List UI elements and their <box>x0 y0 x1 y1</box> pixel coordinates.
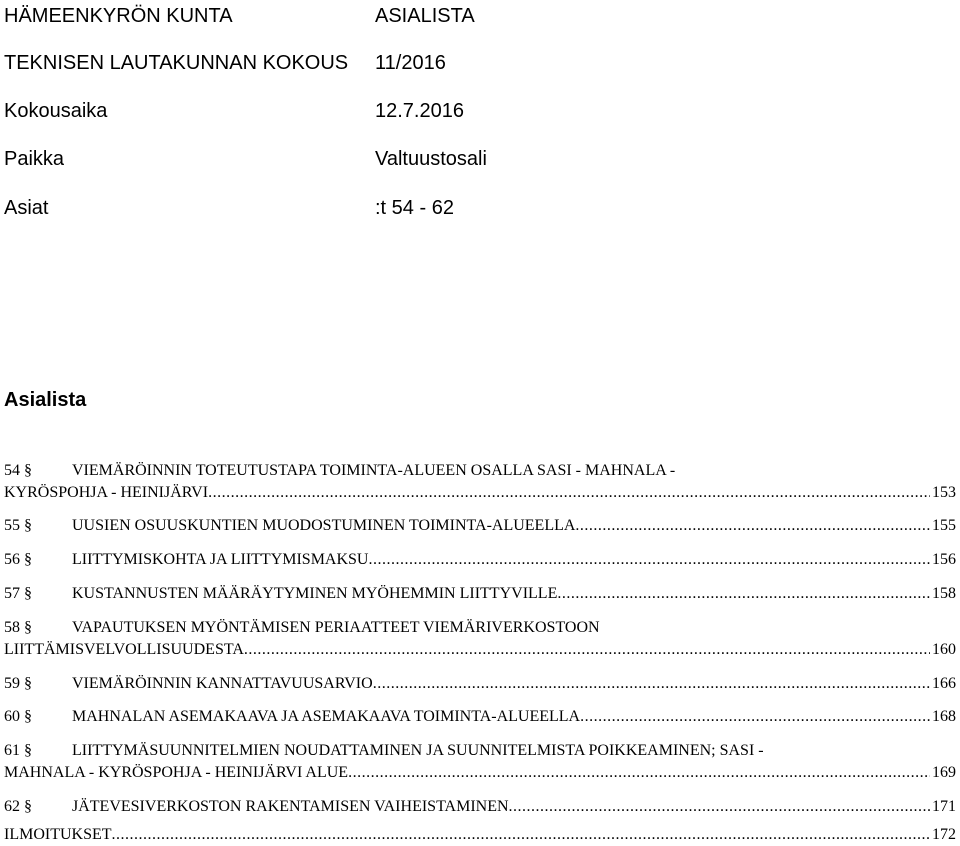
page-number: 169 <box>932 764 956 781</box>
item-number: 62 <box>4 798 20 815</box>
section-icon: § <box>24 585 32 602</box>
item-number: 59 <box>4 675 20 692</box>
item-number: 61 <box>4 742 20 759</box>
meeting-place-label: Paikka <box>4 148 65 170</box>
item-number: 54 <box>4 462 20 479</box>
agenda-item-54-continued[interactable] <box>4 482 956 504</box>
agenda-title: Asialista <box>4 389 87 411</box>
dot-leader <box>580 706 930 728</box>
page-number: 160 <box>932 641 956 658</box>
agenda-item-58-continued[interactable] <box>4 639 956 661</box>
item-number: 60 <box>4 708 20 725</box>
dot-leader <box>509 796 930 818</box>
items-range: :t 54 - 62 <box>375 197 454 219</box>
item-title-continued: MAHNALA - KYRÖSPOHJA - HEINIJÄRVI ALUE <box>4 764 349 781</box>
item-title: MAHNALAN ASEMAKAAVA JA ASEMAKAAVA TOIMINTA-ALUEELLA <box>72 708 581 725</box>
item-title: ILMOITUKSET <box>4 826 112 843</box>
municipality-name: HÄMEENKYRÖN KUNTA <box>4 5 233 27</box>
item-number: 58 <box>4 619 20 636</box>
item-number: 56 <box>4 551 20 568</box>
page-number: 172 <box>932 826 956 843</box>
page-number: 158 <box>932 585 956 602</box>
dot-leader <box>557 583 930 605</box>
dot-leader <box>368 549 930 571</box>
agenda-item-59[interactable] <box>4 673 956 695</box>
page-number: 156 <box>932 551 956 568</box>
item-title: LIITTYMÄSUUNNITELMIEN NOUDATTAMINEN JA SUUNNITELMISTA POIKKEAMINEN; SASI - <box>72 742 764 759</box>
item-title: VAPAUTUKSEN MYÖNTÄMISEN PERIAATTEET VIEMÄRIVERKOSTOON <box>72 619 600 636</box>
item-number: 57 <box>4 585 20 602</box>
section-icon: § <box>24 517 32 534</box>
item-title-continued: LIITTÄMISVELVOLLISUUDESTA <box>4 641 244 658</box>
page-number: 166 <box>932 675 956 692</box>
dot-leader <box>112 824 930 846</box>
dot-leader <box>575 515 930 537</box>
agenda-item-56[interactable] <box>4 549 956 571</box>
page-number: 168 <box>932 708 956 725</box>
items-label: Asiat <box>4 197 49 219</box>
section-icon: § <box>24 462 32 479</box>
item-title: UUSIEN OSUUSKUNTIEN MUODOSTUMINEN TOIMINTA-ALUEELLA <box>72 517 576 534</box>
agenda-item-60[interactable] <box>4 706 956 728</box>
section-icon: § <box>24 742 32 759</box>
dot-leader <box>244 639 930 661</box>
section-icon: § <box>24 619 32 636</box>
agenda-item-61[interactable] <box>4 740 956 762</box>
item-number: 55 <box>4 517 20 534</box>
agenda-item-61-continued[interactable] <box>4 762 956 784</box>
item-title: VIEMÄRÖINNIN KANNATTAVUUSARVIO <box>72 675 373 692</box>
item-title: JÄTEVESIVERKOSTON RAKENTAMISEN VAIHEISTAMINEN <box>72 798 509 815</box>
section-icon: § <box>24 708 32 725</box>
meeting-place-value: Valtuustosali <box>375 148 487 170</box>
dot-leader <box>348 762 930 784</box>
page-number: 153 <box>932 484 956 501</box>
meeting-time-value: 12.7.2016 <box>375 100 464 122</box>
section-icon: § <box>24 551 32 568</box>
item-title: LIITTYMISKOHTA JA LIITTYMISMAKSU <box>72 551 369 568</box>
section-icon: § <box>24 798 32 815</box>
agenda-item-58[interactable] <box>4 617 956 639</box>
agenda-item-notices[interactable] <box>4 824 956 846</box>
meeting-number: 11/2016 <box>375 52 446 74</box>
document-type: ASIALISTA <box>375 5 475 27</box>
agenda-item-57[interactable] <box>4 583 956 605</box>
item-title: VIEMÄRÖINNIN TOTEUTUSTAPA TOIMINTA-ALUEEN OSALLA SASI - MAHNALA - <box>72 462 676 479</box>
item-title-continued: KYRÖSPOHJA - HEINIJÄRVI <box>4 484 209 501</box>
page-number: 155 <box>932 517 956 534</box>
item-title: KUSTANNUSTEN MÄÄRÄYTYMINEN MYÖHEMMIN LIITTYVILLE <box>72 585 558 602</box>
meeting-time-label: Kokousaika <box>4 100 108 122</box>
meeting-name: TEKNISEN LAUTAKUNNAN KOKOUS <box>4 52 349 74</box>
dot-leader <box>208 482 930 504</box>
section-icon: § <box>24 675 32 692</box>
agenda-item-54[interactable] <box>4 460 956 482</box>
agenda-item-55[interactable] <box>4 515 956 537</box>
dot-leader <box>373 673 930 695</box>
agenda-item-62[interactable] <box>4 796 956 818</box>
page-number: 171 <box>932 798 956 815</box>
